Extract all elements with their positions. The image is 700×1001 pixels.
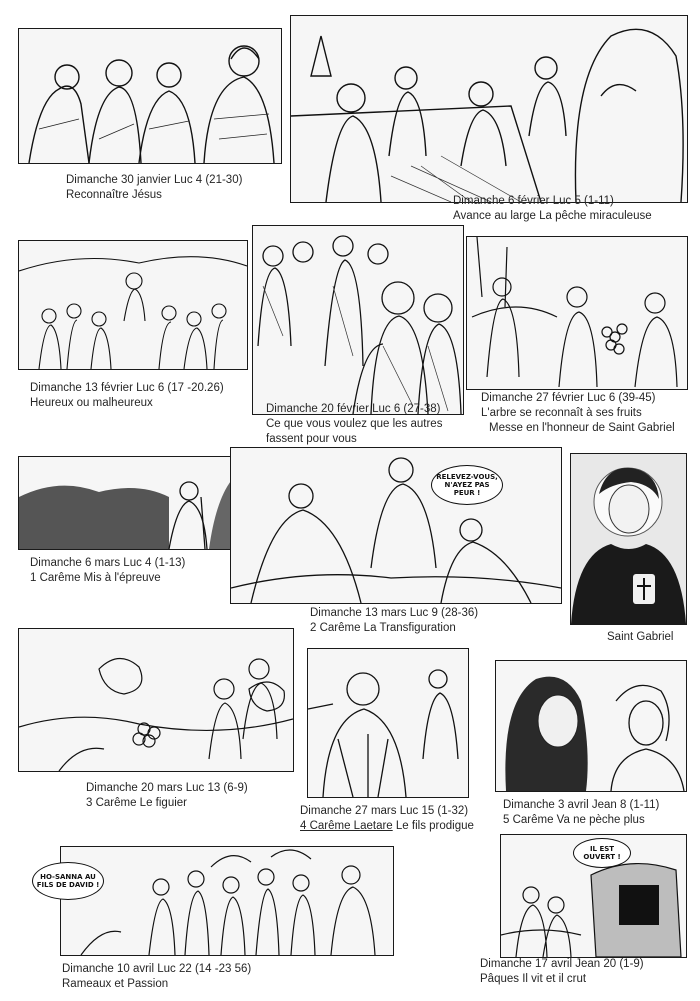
illustration-transfiguration (230, 447, 562, 604)
caption-e12-title: Pâques Il vit et il crut (480, 973, 587, 985)
caption-e1-date: Dimanche 30 janvier Luc 4 (21-30) (66, 174, 243, 186)
illustration-adulterous-woman (495, 660, 687, 792)
caption-e8-date: Dimanche 20 mars Luc 13 (6-9) (86, 782, 248, 794)
caption-e6-date: Dimanche 6 mars Luc 4 (1-13) (30, 557, 186, 569)
portrait-saint-gabriel (570, 453, 687, 625)
caption-e2 (453, 194, 652, 224)
caption-e9-title-a: 4 Carême Laetare (300, 820, 393, 832)
caption-e8-title: 3 Carême Le figuier (86, 797, 187, 809)
caption-e6-title: 1 Carême Mis à l'épreuve (30, 572, 161, 584)
caption-e10 (503, 798, 659, 828)
caption-e1-title: Reconnaître Jésus (66, 189, 162, 201)
illustration-beatitudes-crowd (18, 240, 248, 370)
caption-e11 (62, 962, 251, 992)
caption-e5-title: L'arbre se reconnaît à ses fruits (481, 407, 642, 419)
illustration-prodigal-son (307, 648, 469, 798)
portrait-caption: Saint Gabriel (607, 631, 674, 643)
caption-e4 (266, 402, 442, 447)
caption-e11-title: Rameaux et Passion (62, 978, 169, 990)
caption-e6 (30, 556, 185, 586)
caption-e2-date: Dimanche 6 février Luc 5 (1-11) (453, 195, 614, 207)
illustration-fig-tree (18, 628, 294, 772)
caption-e9-date: Dimanche 27 mars Luc 15 (1-32) (300, 805, 469, 817)
caption-e4-date: Dimanche 20 février Luc 6 (27-38) (266, 403, 441, 415)
caption-e9 (300, 804, 474, 834)
caption-e10-date: Dimanche 3 avril Jean 8 (1-11) (503, 799, 660, 811)
caption-e5-date: Dimanche 27 février Luc 6 (39-45) (481, 392, 656, 404)
caption-e5-title-line2: Messe en l'honneur de Saint Gabriel (489, 422, 675, 434)
caption-e9-title-b: Le fils prodigue (392, 820, 474, 832)
speech-bubble-rameaux: HO-SANNA AU FILS DE DAVID ! (32, 862, 104, 900)
illustration-tree-and-fruits (466, 236, 688, 390)
caption-e12-date: Dimanche 17 avril Jean 20 (1-9) (480, 958, 644, 970)
illustration-miraculous-catch (290, 15, 688, 203)
speech-bubble-transfiguration: RELEVEZ-VOUS, N'AYEZ PAS PEUR ! (431, 465, 503, 505)
caption-e5 (481, 391, 675, 436)
speech-bubble-paques: IL EST OUVERT ! (573, 838, 631, 868)
caption-e7 (310, 606, 478, 636)
caption-e2-title: Avance au large La pêche miraculeuse (453, 210, 652, 222)
caption-e12 (480, 957, 644, 987)
caption-e9-title (300, 819, 474, 834)
caption-e4-title-line2: fassent pour vous (266, 433, 357, 445)
caption-e11-date: Dimanche 10 avril Luc 22 (14 -23 56) (62, 963, 252, 975)
caption-e7-title: 2 Carême La Transfiguration (310, 622, 456, 634)
illustration-palm-sunday (60, 846, 394, 956)
caption-e1 (66, 173, 242, 203)
caption-e10-title: 5 Carême Va ne pèche plus (503, 814, 645, 826)
caption-e7-date: Dimanche 13 mars Luc 9 (28-36) (310, 607, 479, 619)
caption-e3-date: Dimanche 13 février Luc 6 (17 -20.26) (30, 382, 224, 394)
caption-e4-title: Ce que vous voulez que les autres (266, 418, 443, 430)
illustration-nazareth-synagogue (18, 28, 282, 164)
caption-e3-title: Heureux ou malheureux (30, 397, 153, 409)
illustration-golden-rule (252, 225, 464, 415)
caption-e8 (86, 781, 248, 811)
caption-e3 (30, 381, 224, 411)
